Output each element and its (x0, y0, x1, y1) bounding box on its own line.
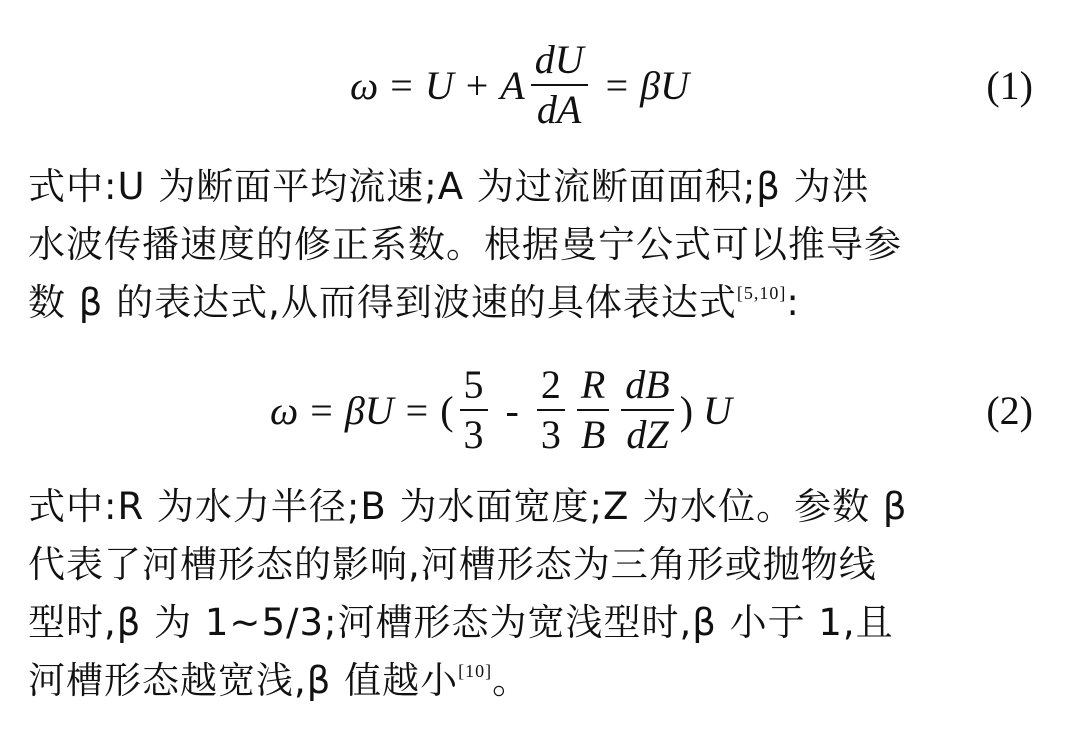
fraction-denominator: 3 (463, 412, 484, 457)
fraction-5-3 (460, 361, 488, 459)
paragraph-2-line-4-period: 。 (492, 659, 531, 702)
fraction-numerator: 2 (540, 362, 561, 407)
equation-2-number: (2) (986, 387, 1033, 433)
paragraph-1 (28, 158, 1048, 332)
paragraph-1-line-1: 式中:U 为断面平均流速;A 为过流断面面积;β 为洪 (28, 165, 870, 208)
paragraph-2-line-3: 型时,β 为 1~5/3;河槽形态为宽浅型时,β 小于 1,且 (28, 601, 894, 644)
open-paren: ( (440, 387, 454, 433)
fraction-r-b (577, 361, 609, 459)
paragraph-1-line-2: 水波传播速度的修正系数。根据曼宁公式可以推导参 (28, 223, 902, 266)
paragraph-2-line-2: 代表了河槽形态的影响,河槽形态为三角形或抛物线 (28, 543, 877, 586)
beta-u-term: βU (640, 62, 689, 108)
fraction-numerator: dU (534, 37, 584, 82)
area-symbol: A (500, 62, 525, 108)
equals-sign: = (605, 62, 629, 108)
derivative-fraction (531, 36, 588, 134)
equation-2-body (270, 355, 732, 465)
fraction-numerator: dB (625, 362, 670, 407)
fraction-denominator: dA (536, 87, 582, 132)
equation-2 (0, 355, 1073, 465)
velocity-symbol: U (424, 62, 454, 108)
paragraph-1-line-3-text: 数 β 的表达式,从而得到波速的具体表达式 (28, 281, 737, 324)
paragraph-1-line-3-colon: : (786, 281, 800, 324)
paragraph-1-line-3 (28, 274, 1048, 332)
omega-symbol: ω (270, 387, 299, 433)
paragraph-2-line-1: 式中:R 为水力半径;B 为水面宽度;Z 为水位。参数 β (28, 485, 908, 528)
fraction-denominator: dZ (626, 412, 669, 457)
minus-sign: - (505, 387, 519, 433)
paragraph-2-line-4-text: 河槽形态越宽浅,β 值越小 (28, 659, 459, 702)
equation-1-body (350, 30, 689, 140)
equals-sign: = (390, 62, 413, 108)
beta-u-term: βU (344, 387, 394, 433)
equation-1-number: (1) (986, 62, 1033, 108)
close-paren: ) (679, 387, 694, 433)
fraction-2-3 (537, 361, 565, 459)
paragraph-2 (28, 478, 1048, 710)
plus-sign: + (465, 62, 489, 108)
fraction-denominator: B (580, 412, 606, 457)
citation-10: [10] (458, 661, 493, 681)
paragraph-2-line-4 (28, 652, 1048, 710)
fraction-denominator: 3 (540, 412, 561, 457)
fraction-numerator: R (580, 362, 606, 407)
equation-1 (0, 30, 1073, 140)
equals-sign: = (310, 387, 333, 433)
omega-symbol: ω (350, 62, 379, 108)
velocity-symbol: U (703, 387, 732, 433)
equals-sign: = (405, 387, 429, 433)
citation-5-10: [5,10] (736, 283, 787, 303)
fraction-numerator: 5 (463, 362, 484, 407)
fraction-db-dz (621, 361, 673, 459)
